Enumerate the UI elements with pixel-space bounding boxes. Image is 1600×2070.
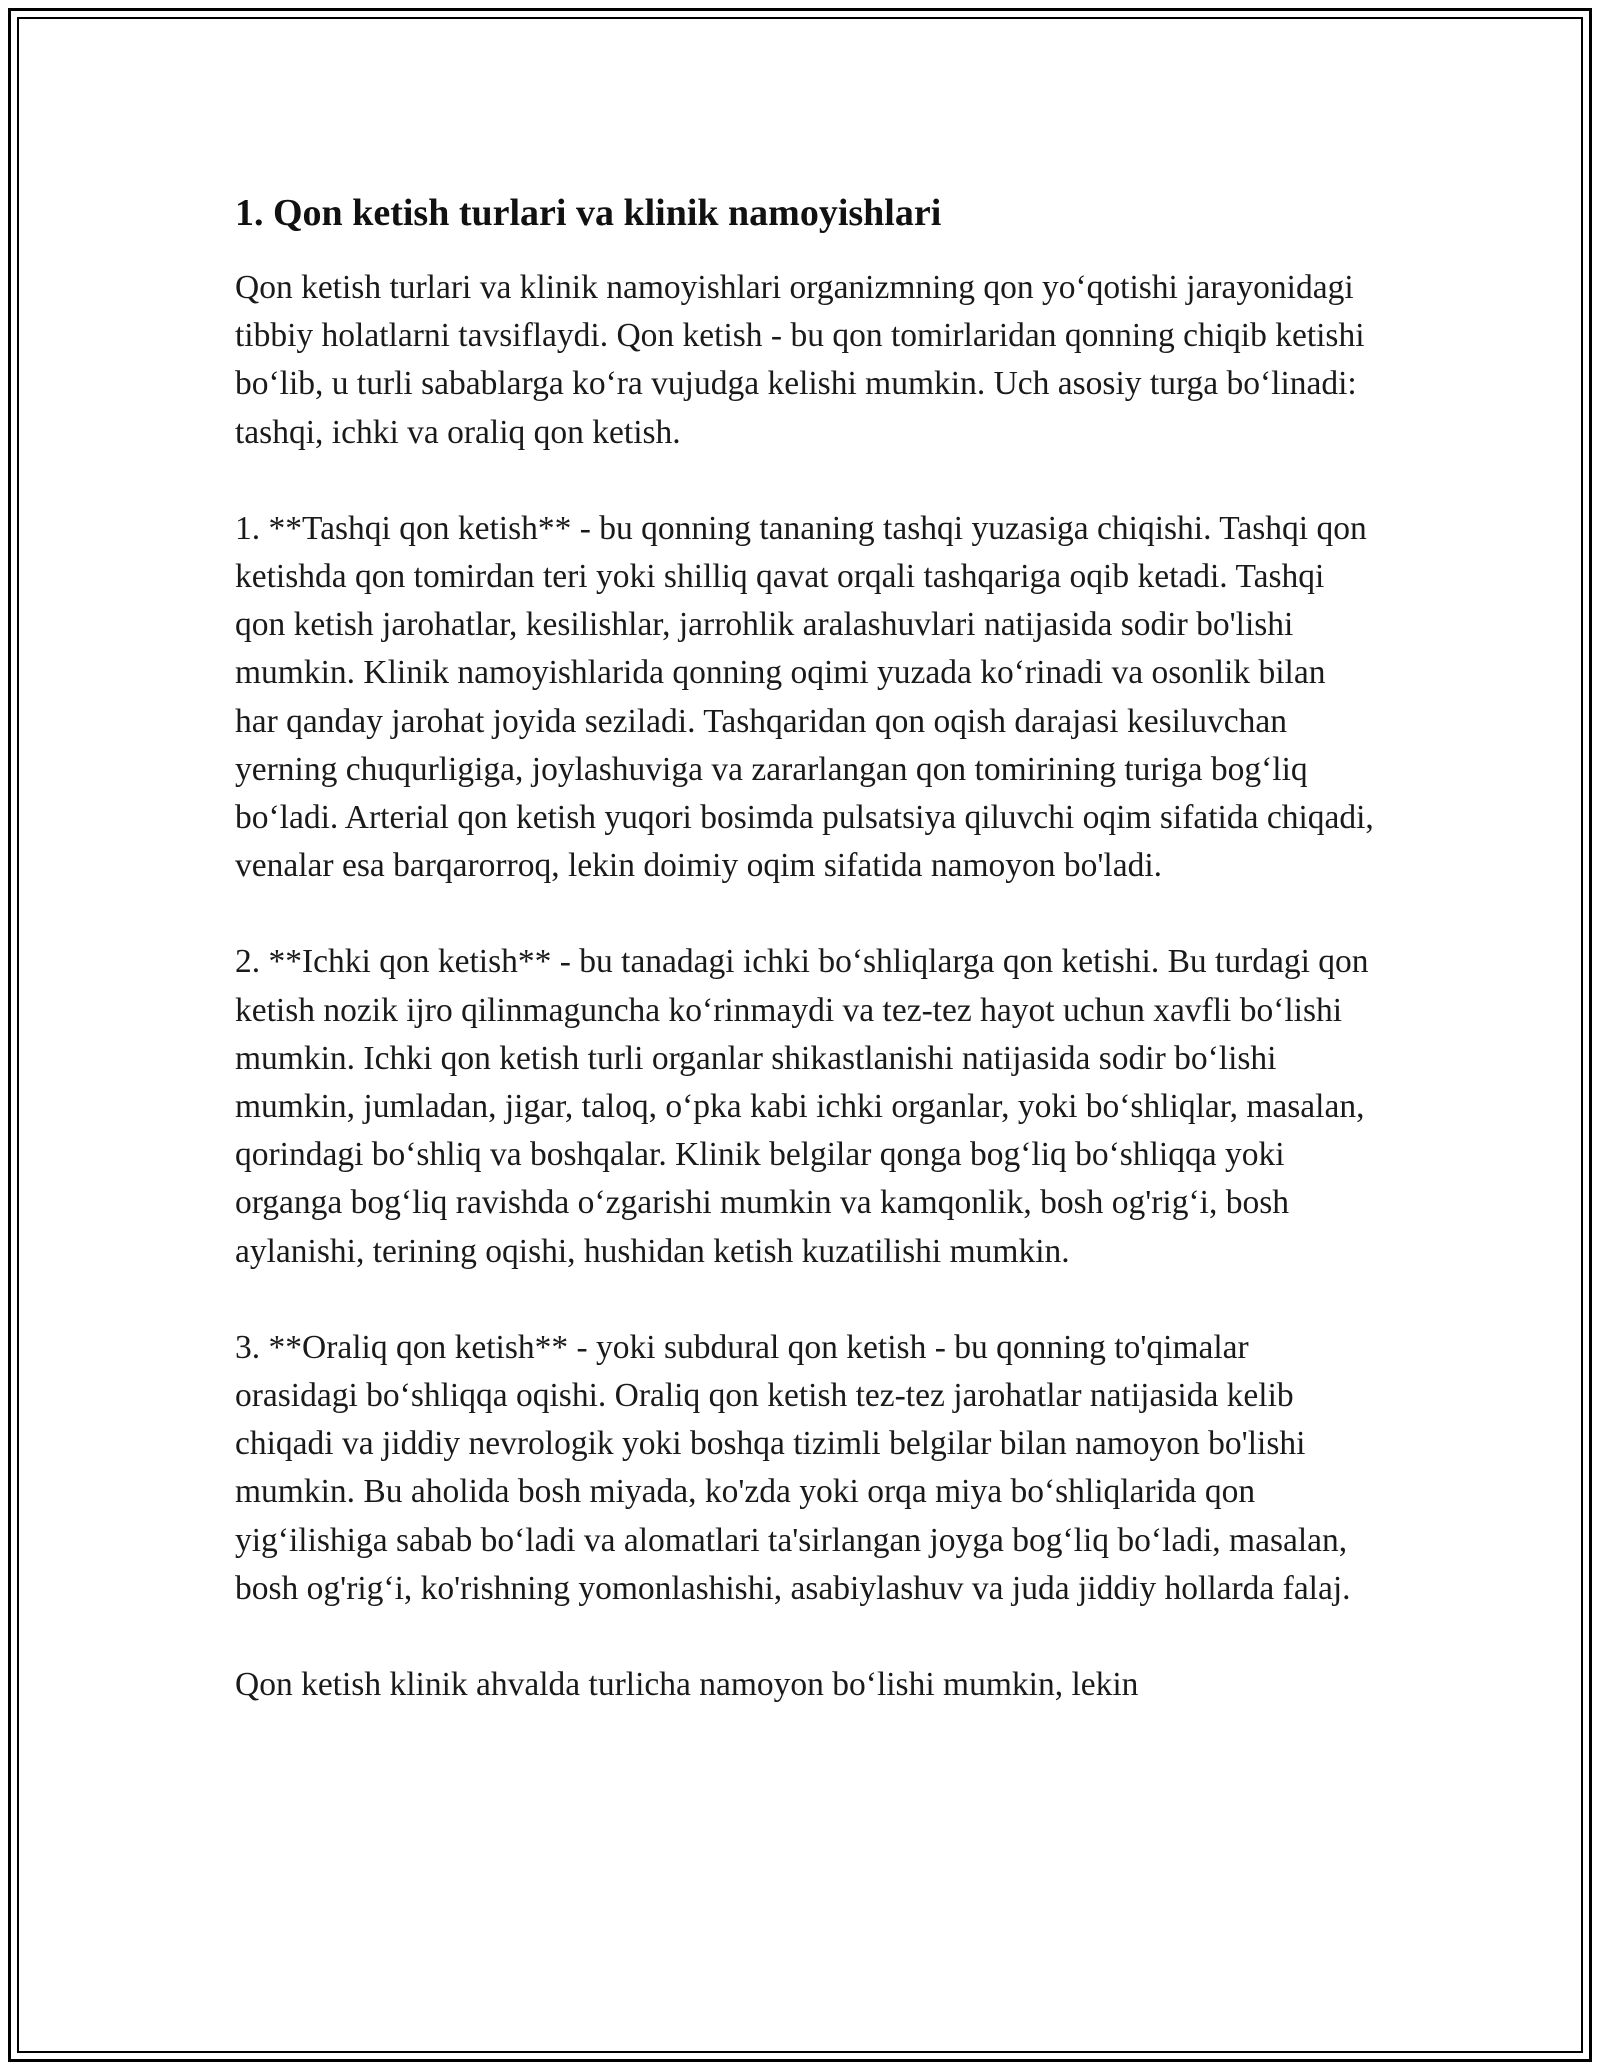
paragraph-external-bleeding: 1. **Tashqi qon ketish** - bu qonning tananing tashqi yuzasiga chiqishi. Tashqi qon ketishda qon tomirdan teri yoki shilliq qavat orqali tashqariga oqib ketadi. Tashqi qon ketish jarohatlar, kesilishlar, jarrohlik aralashuvlari natijasida sodir bo'lishi mumkin. Klinik namoyishlarida qonning oqimi yuzada ko‘rinadi va osonlik bilan har qanday jarohat joyida seziladi. Tashqaridan qon oqish darajasi kesiluvchan yerning chuqurligiga, joylashuviga va zararlangan qon tomirining turiga bog‘liq bo‘ladi. Arterial qon ketish yuqori bosimda pulsatsiya qiluvchi oqim sifatida chiqadi, venalar esa barqarorroq, lekin doimiy oqim sifatida namoyon bo'ladi. (235, 509, 1374, 885)
section-title: 1. Qon ketish turlari va klinik namoyishlari (235, 192, 942, 234)
paragraph-intro: Qon ketish turlari va klinik namoyishlari organizmning qon yo‘qotishi jarayonidagi tibbiy holatlarni tavsiflaydi. Qon ketish - bu qon tomirlaridan qonning chiqib ketishi bo‘lib, u turli sabablarga ko‘ra vujudga kelishi mumkin. Uch asosiy turga bo‘linadi: tashqi, ichki va oraliq qon ketish. (235, 269, 1365, 451)
paragraph-conclusion: Qon ketish klinik ahvalda turlicha namoyon bo‘lishi mumkin, lekin (235, 1666, 1139, 1704)
paragraph-intermediate-bleeding: 3. **Oraliq qon ketish** - yoki subdural qon ketish - bu qonning to'qimalar orasidagi bo‘shliqqa oqishi. Oraliq qon ketish tez-tez jarohatlar natijasida kelib chiqadi va jiddiy nevrologik yoki boshqa tizimli belgilar bilan namoyon bo'lishi mumkin. Bu aholida bosh miyada, ko'zda yoki orqa miya bo‘shliqlarida qon yig‘ilishiga sabab bo‘ladi va alomatlari ta'sirlangan joyga bog‘liq bo‘ladi, masalan, bosh og'rig‘i, ko'rishning yomonlashishi, asabiylashuv va juda jiddiy hollarda falaj. (235, 1328, 1351, 1607)
document-body (235, 188, 1375, 1709)
paragraph-internal-bleeding: 2. **Ichki qon ketish** - bu tanadagi ichki bo‘shliqlarga qon ketishi. Bu turdagi qon ketish nozik ijro qilinmaguncha ko‘rinmaydi va tez-tez hayot uchun xavfli bo‘lishi mumkin. Ichki qon ketish turli organlar shikastlanishi natijasida sodir bo‘lishi mumkin, jumladan, jigar, taloq, o‘pka kabi ichki organlar, yoki bo‘shliqlar, masalan, qorindagi bo‘shliq va boshqalar. Klinik belgilar qonga bog‘liq bo‘shliqqa yoki organga bog‘liq ravishda o‘zgarishi mumkin va kamqonlik, bosh og'rig‘i, bosh aylanishi, terining oqishi, hushidan ketish kuzatilishi mumkin. (235, 943, 1369, 1270)
